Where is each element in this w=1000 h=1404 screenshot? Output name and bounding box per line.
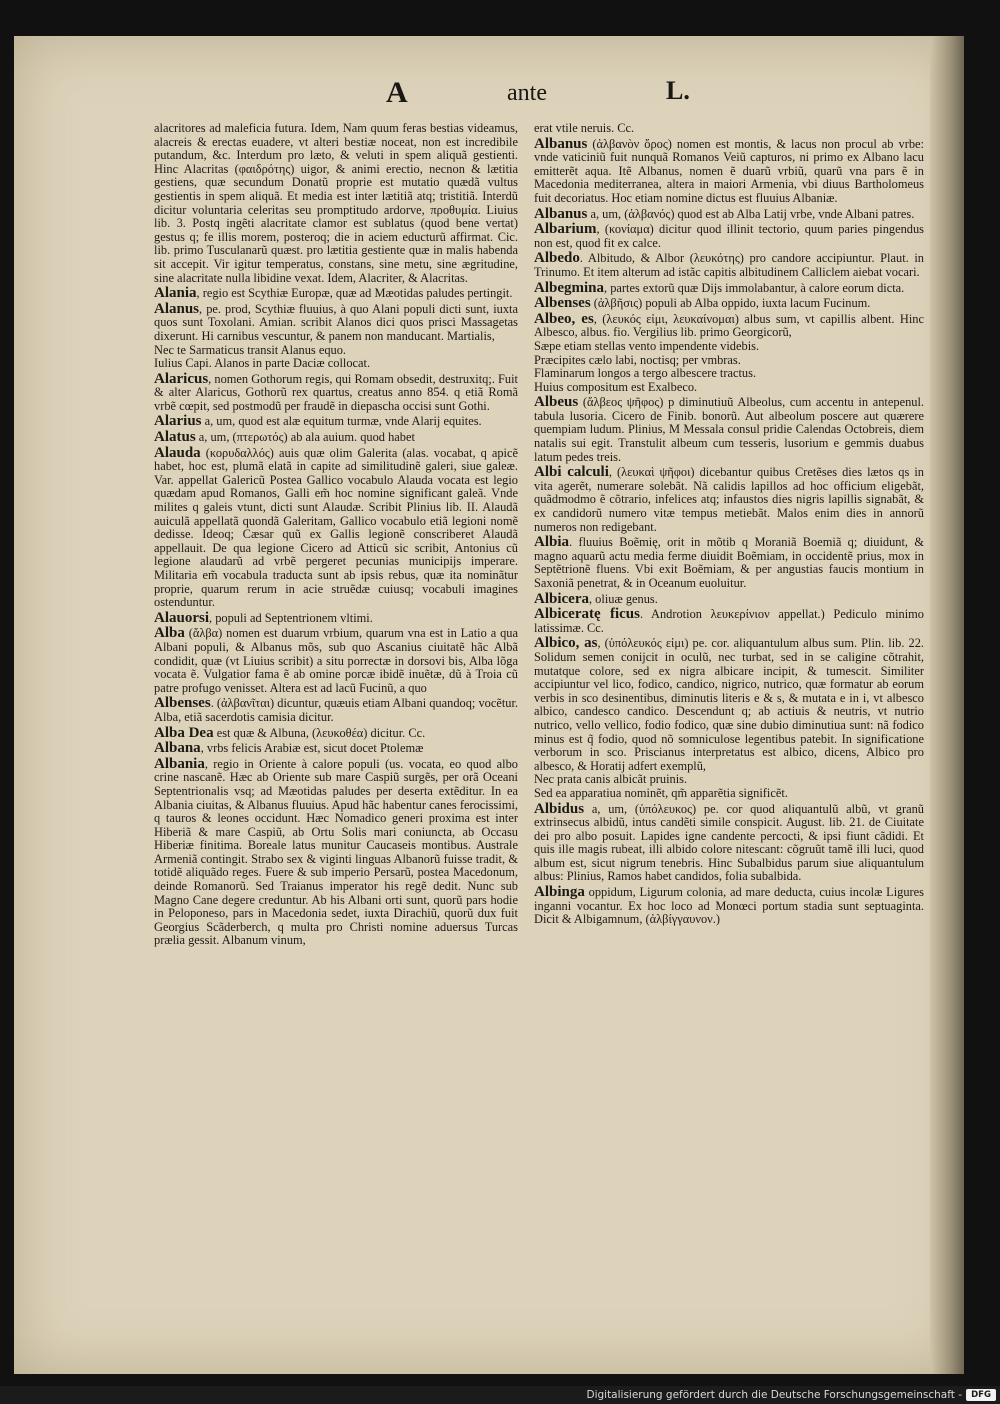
verse-line: Flaminarum longos a tergo albescere tractus. — [534, 366, 757, 381]
entry-headword: Albidus — [534, 800, 585, 817]
running-head — [14, 76, 964, 116]
entry-headword: Alanus — [154, 300, 200, 317]
entry-headword: Albeo, es — [534, 310, 594, 327]
entry-headword: Albia — [534, 534, 570, 551]
verse-line: Nec te Sarmaticus transit Alanus equo. — [154, 342, 347, 357]
entry-headword: Albiceratę ficus — [534, 606, 640, 623]
entry-headword: Albarium — [534, 221, 597, 238]
running-head-word: ante — [507, 80, 547, 106]
dictionary-entry — [154, 300, 518, 371]
entry-text: , (κονίαμα) dicitur quod illinit tectorio, quum paries pingendus non est, quod fit ex calce. — [534, 222, 924, 250]
entry-headword: Albegmina — [534, 279, 605, 296]
entry-headword: Albana — [154, 740, 201, 757]
dictionary-entry — [154, 122, 518, 285]
dictionary-entry — [534, 310, 925, 395]
verse-line: Sæpe etiam stellas vento impendente videbis. — [534, 338, 760, 353]
dictionary-entry — [154, 444, 518, 610]
entry-text: . (ἀλβανῖται) dicuntur, quæuis etiam Albani quandoq; vocẽtur. Alba, etiã sacerdotis camisia dicitur. — [154, 696, 519, 724]
entry-text: , regio est Scythiæ Europæ, quæ ad Mæotidas paludes pertingit. — [196, 286, 513, 301]
dictionary-entry — [154, 697, 518, 724]
dictionary-entry — [534, 252, 924, 279]
entry-headword: Alatus — [154, 429, 196, 446]
dictionary-entry — [534, 223, 924, 250]
entry-text: , vrbs felicis Arabiæ est, sicut docet Ptolemæ — [200, 741, 424, 756]
verse-line: Huius compositum est Exalbeco. — [534, 379, 698, 394]
book-page — [14, 36, 964, 1374]
left-text-column — [154, 122, 518, 950]
footer-bar — [0, 1386, 1000, 1404]
entry-headword: Alaricus — [154, 370, 209, 387]
entry-headword: Alania — [154, 285, 197, 302]
entry-text: a, um, quod est alæ equitum turmæ, vnde Alarij equites. — [201, 414, 482, 429]
entry-headword: Alba — [154, 625, 185, 642]
entry-text: (ἀλβανὸν ὄρος) nomen est montis, & lacus non procul ab vrbe: vnde vaticiniũ fuit nunquã Romanos Veiũ capturos, ni primo ex Albano lacu emitterẽt aqua. Itẽ Albanus, nomen ẽ duarũ vrbiũ, quarũ vna pars ẽ in Macedonia mediterranea, altera in maiori Armenia, vbi diuus Bartholomeus fuit decoriatus. Hoc etiam nomine dictus est fluuius Albaniæ. — [534, 136, 924, 205]
entry-text: . Androtion λευκερίνιον appellat.) Pediculo minimo latissimæ. Cc. — [534, 607, 924, 635]
verse-line: Sed ea apparatiua nominẽt, qm̃ apparẽtia significẽt. — [534, 785, 788, 800]
entry-text: alacritores ad maleficia futura. Idem, Nam quum feras bestias videamus, alacreis & erectas euadere, vt alteri bestiæ noceat, non est incredibile putandum, &c. Interdum pro læto, & veluti in spem aliquã gestienti. Hinc Alacritas (φαιδρότης) uigor, & animi erectio, necnon & lætitia gestiens, quæ secundum Donatũ proprie est mutatio quædã vultus gestientis in spem aliquã. Et media est inter lætitiã atq; tristitiã. Interdũ dicitur voluntaria celeritas seu promptitudo ardorve, προθυμία. Liuius lib. 3. Postq ingẽti alacritate clamor est sublatus (quod bene vertat) gestus q; fe illis morem, posteroq; die in aciem educturũ affirmat. Cic. lib. primo Tusculanarũ quæst. pro lætitia gestiente quæ in malis habenda sit accepit. Vir igitur temperatus, constans, sine metu, sine ægritudine, sine alacritate nulla libidine vexat. Idem, Alacriter, & Alacritas. — [154, 121, 518, 285]
entry-text: , (λευκός εἰμι, λευκαίνομαι) albus sum, vt capillis albent. Hinc Albesco, albus. fio. Vergilius lib. primo Georgicorũ, — [534, 311, 925, 340]
entry-headword: Albanus — [534, 205, 588, 222]
entry-headword: Albenses — [154, 695, 211, 712]
entry-text: , regio in Oriente à calore populi (us. vocata, eo quod albo crine nascanẽ. Hæc ab Oriente sub mare Caspiũ surgẽs, per orã Oceani Septentrionalis vsq; ad Mæotidas paludes per deserta extẽditur. In ea Albania ciuitas, & Albanus fluuius. Apud hãc habentur canes ferocissimi, q tauros & leones occidunt. Hæc Nomadico generi proxima est inter Hiberiã & mare Caspiũ, ab Ortu Solis mari coniuncta, ab Occasu Hiberiæ finitima. Boreale latus munitur Caucaseis montibus. Australe Armeniã contingit. Strabo sex & viginti linguas Albanorũ fuisse tradit, & totidẽ aliquãdo reges. Fuere & sub imperio Persarũ, postea Macedonum, deinde Romanorũ. Sed Traianus imperator his regẽ dedit. Nunc sub Magno Cane degere creduntur. Ab his Albani orti sunt, quorũ pars hodie in Peloponeso, pars in Macedonia sedet, iuxta Dirachiũ, quorũ dux fuit Georgius Scãderberch, q multa pro Christi nomine aduersus Turcas prælia gessit. Albanum vinum, — [154, 756, 518, 948]
entry-text: a, um, (ὑπόλευκος) pe. cor quod aliquantulũ albũ, vt granũ extrinsecus albidũ, intus candẽti simile conspicit. August. lib. 21. de Ciuitate dei pro albo posuit. Lapides igne candente percocti, & ipsi fiunt cãdidi. Et quis ille magis rubeat, illi albido colore nitescant: cõgruũt tamẽ illi luci, quod album est, sicut nigrum tenebris. Hinc Subalbidus parum siue aliquantulum albus: Plinius, Ramos habet candidos, folia subalbida. — [534, 801, 924, 884]
entry-text: . Albitudo, & Albor (λευκότης) pro candore accipiuntur. Plaut. in Trinumo. Et item alterum ad istãc capitis albitudinem Calliclem aiebat vocari. — [534, 251, 924, 279]
entry-headword: Alarius — [154, 413, 202, 430]
dictionary-entry — [534, 800, 924, 885]
entry-text: , partes extorũ quæ Dijs immolabantur, à calore eorum dicta. — [604, 280, 905, 295]
entry-headword: Alauda — [154, 444, 201, 461]
entry-text: erat vtile neruis. Cc. — [534, 121, 635, 135]
right-text-column — [534, 122, 924, 929]
entry-text: . fluuius Boẽmię, orit in mõtib q Moraniã Boemiã q; diuidunt, & magno aquarũ actu media ferme diuidit Boẽmiam, in occidentẽ prius, mox in Septẽtrionẽ fluens. Vbi exit Boẽmiam, & per angustias faucis montium in Saxoniã penetrat, & in Oceanum euoluitur. — [534, 535, 924, 590]
entry-text: , pe. prod, Scythiæ fluuius, à quo Alani populi dicti sunt, iuxta quos sunt Toxolani. Amian. scribit Alanos dici quos prisci Massagetas dixerunt. Hi carnibus vescuntur, & panem non manducant. Martialis, — [154, 301, 518, 343]
dictionary-entry — [534, 886, 924, 927]
dfg-logo: DFG — [966, 1389, 996, 1401]
entry-headword: Albedo — [534, 250, 580, 267]
entry-text: est quæ & Albuna, (λευκοθέα) dicitur. Cc. — [213, 725, 426, 740]
entry-headword: Albeus — [534, 394, 579, 411]
dictionary-entry — [534, 135, 924, 206]
verse-line: Nec prata canis albicãt pruinis. — [534, 772, 688, 787]
dictionary-entry — [154, 370, 518, 414]
entry-text: a, um, (ἀλβανός) quod est ab Alba Latij vrbe, vnde Albani patres. — [587, 206, 915, 221]
dictionary-entry — [534, 637, 924, 800]
dictionary-entry — [534, 122, 924, 136]
verse-line: Iulius Capi. Alanos in parte Daciæ collocat. — [154, 356, 371, 371]
entry-headword: Albi calculi — [534, 464, 609, 481]
dictionary-entry — [154, 724, 518, 741]
dictionary-entry — [534, 279, 924, 296]
entry-text: oppidum, Ligurum colonia, ad mare deducta, cuius incolæ Ligures inganni vocantur. Ex hoc loco ad Monœci portum stadia sunt septuaginta. Dicit & Albigamnum, (ἀλβίγγαυνον.) — [534, 885, 924, 927]
dictionary-entry — [154, 609, 518, 626]
dictionary-entry — [534, 205, 924, 222]
dictionary-entry — [534, 396, 924, 464]
dictionary-entry — [534, 608, 924, 635]
dictionary-entry — [154, 415, 518, 429]
page-edge-shadow — [930, 36, 964, 1374]
dictionary-entry — [534, 590, 924, 607]
entry-headword: Alauorsi — [154, 609, 210, 626]
entry-headword: Albania — [154, 755, 205, 772]
entry-text: , oliuæ genus. — [588, 591, 658, 606]
entry-text: (ἄλβεος ψῆφος) p diminutiuũ Albeolus, cum accentu in antepenul. tabula lusoria. Cicero de Finib. bonorũ. Aut albeolum poscere aut quærere quempiam ludum. Plinius, M Messala consul pridie Calendas Octobreis, diem natalis sui egit. Transtulit albeum cum tesseris, lusorium e gemmis duabus latum pedes treis. — [534, 395, 924, 464]
entry-text: (ἀλβῆσις) populi ab Alba oppido, iuxta lacum Fucinum. — [590, 296, 871, 311]
entry-text: (ἄλβα) nomen est duarum vrbium, quarum vna est in Latio a qua Albani populi, & Albanus mõs, sub quo Ascanius ciuitatẽ hãc Albã condidit, quæ (vt Liuius scribit) a situ porrectæ in dorsovi bis, Alba lõga vocata ẽ. Vulgatior fama ẽ ab omine porcæ ibidẽ inuẽtæ, dũ à Troia cũ patre profugo venisset. Altera est ad lacũ Fucinũ, a quo — [154, 626, 518, 695]
entry-headword: Albicera — [534, 590, 589, 607]
dictionary-entry — [154, 431, 518, 445]
dictionary-entry — [154, 755, 518, 948]
dictionary-entry — [534, 466, 924, 534]
entry-text: , (λευκαὶ ψῆφοι) dicebantur quibus Cretẽses dies lætos qs in vita agerẽt, numerare solebãt. Nã calidis lapillos ad hoc officium eligebãt, quãdmodmo ẽ cõtrario, infelices atq; infaustos dies nigris lapillis signabãt, & ex candidorũ numero vitæ tempus metiebãt. Malos enim dies in annorũ numeros non redigebant. — [534, 465, 924, 534]
dictionary-entry — [154, 742, 518, 756]
entry-headword: Alba Dea — [154, 724, 214, 741]
dictionary-entry — [154, 627, 518, 695]
entry-text: , (ὑπόλευκός εἰμι) pe. cor. aliquantulum albus sum. Plin. lib. 22. Solidum semen conijcit in oculũ, nec turbat, sed in se caligine cõtrahit, mutatque colore, sed ex nigra albicare incipit, & tumescit. Similiter accipiuntur vel lico, fodico, candico, nigrico, nutrico, quæ formatur ab eorum verbis in sco desinentibus, diminutis literis e & s, & mutata e in i, vt albesco albico, candesco candico. Descendunt q; ab actiuis & neutris, vt nutrio nutrico, vello vellico, fodio fodico, quæ sine dubio diminutiua sunt: nã fodico minus est q̃ fodio, quod nõ somniculose legentibus patebit. In significatione verborum in sco. Priscianus interpretatus est albico, dicens, Albico pro albesco, & Horatij adfert exemplũ, — [534, 636, 924, 773]
entry-text: , nomen Gothorum regis, qui Romam obsedit, destruxitq;. Fuit & alter Alaricus, Gothorũ rex quartus, creatus anno 854. q etiã Romã vrbẽ cœpit, sed postmodũ per fraudẽ in diepascha occisi sunt Gothi. — [154, 371, 518, 413]
entry-text: , populi ad Septentrionem vltimi. — [209, 610, 373, 625]
entry-headword: Albanus — [534, 135, 588, 152]
running-head-letter: A — [386, 76, 408, 109]
verse-line: Præcipites cælo labi, noctisq; per vmbras. — [534, 352, 741, 367]
funding-notice: Digitalisierung gefördert durch die Deutsche Forschungsgemeinschaft - — [586, 1389, 962, 1401]
running-head-end: L. — [666, 76, 690, 105]
entry-headword: Albinga — [534, 884, 585, 901]
dictionary-entry — [534, 297, 924, 311]
entry-headword: Albico, as — [534, 635, 598, 652]
dictionary-entry — [534, 536, 924, 590]
dictionary-entry — [154, 287, 518, 301]
entry-text: a, um, (πτερωτός) ab ala auium. quod habet — [195, 430, 415, 445]
entry-headword: Albenses — [534, 295, 591, 312]
entry-text: (κορυδαλλός) auis quæ olim Galerita (alas. vocabat, q apicẽ habet, hoc est, plumã elatã in capite ad similitudinẽ galeri, siue galeæ. Var. appellat Galericũ Postea Gallico vocabulo Alauda vocata est legio quædam apud Romanos, Galli em̃ hoc nomine significant galeã. Vnde milites q galeis vtunt, dicti sunt Alaudæ. Scribit Plinius lib. II. Alaudã auiculã appellatã quondã Galeritam, Gallico vocabulo etiã legioni nomẽ dedisse. Ideoq; Cæsar quũ ex Gallis legionẽ conscriberet Alaudã appellauit. De qua legione Cicero ad Atticũ sic scribit, Antonius cũ legione alaudarũ ad vrbẽ pergeret pecunias municipijs imperare. Militaria em̃ vocabula traducta sunt ab ipsis rebus, quæ ita nominãtur proprie, quarum rerum in acie struẽdæ cuiusq; vocabuli imagines ostenduntur. — [154, 445, 518, 610]
